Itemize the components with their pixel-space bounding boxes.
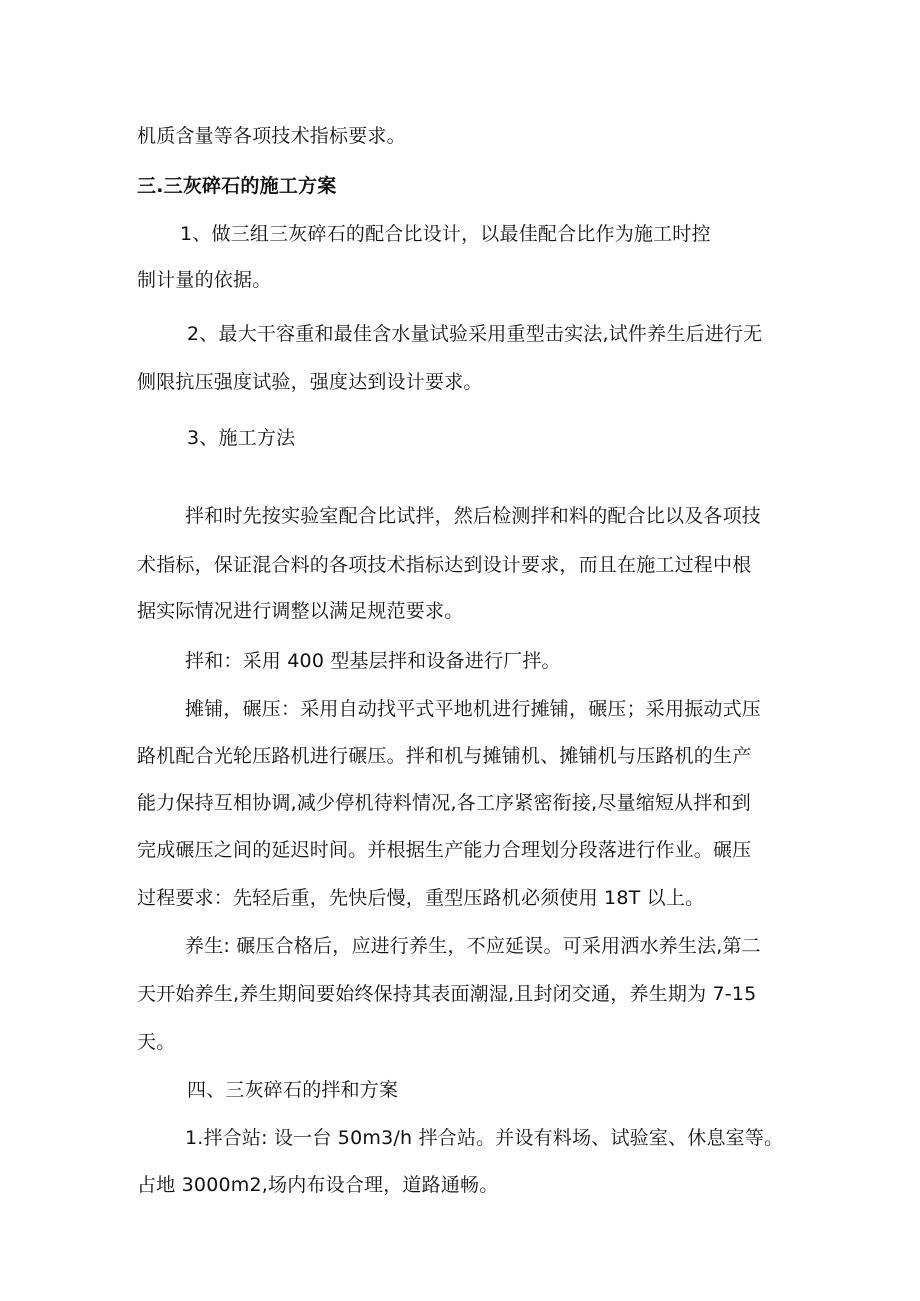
paragraph-line: 制计量的依据。 [137,269,272,291]
paragraph-line: 天开始养生,养生期间要始终保持其表面潮湿,且封闭交通，养生期为 7-15 [137,983,757,1005]
subsection-heading: 3、施工方法 [187,427,296,449]
paragraph-line: 拌和：采用 400 型基层拌和设备进行厂拌。 [185,650,561,672]
paragraph-line: 侧限抗压强度试验，强度达到设计要求。 [137,371,483,393]
paragraph-line: 摊铺，碾压：采用自动找平式平地机进行摊铺，碾压；采用振动式压 [185,698,762,720]
paragraph-line: 能力保持互相协调,减少停机待料情况,各工序紧密衔接,尽量缩短从拌和到 [137,792,751,814]
section-heading: 三.三灰碎石的施工方案 [137,175,337,197]
paragraph-line: 路机配合光轮压路机进行碾压。拌和机与摊铺机、摊铺机与压路机的生产 [137,745,752,767]
paragraph-line: 1、做三组三灰碎石的配合比设计，以最佳配合比作为施工时控 [180,223,711,245]
paragraph-line: 拌和时先按实验室配合比试拌，然后检测拌和料的配合比以及各项技 [185,505,762,527]
paragraph-line: 2、最大干容重和最佳含水量试验采用重型击实法,试件养生后进行无 [187,323,763,345]
section-heading: 四、三灰碎石的拌和方案 [187,1079,399,1101]
paragraph-line: 过程要求：先轻后重，先快后慢，重型压路机必须使用 18T 以上。 [137,887,705,909]
paragraph-line: 机质含量等各项技术指标要求。 [137,125,406,147]
paragraph-line: 1.拌合站: 设一台 50m3/h 拌合站。并设有料场、试验室、休息室等。 [185,1127,784,1149]
paragraph-line: 完成碾压之间的延迟时间。并根据生产能力合理划分段落进行作业。碾压 [137,839,752,861]
paragraph-line: 占地 3000m2,场内布设合理，道路通畅。 [137,1174,499,1196]
paragraph-line: 养生: 碾压合格后，应进行养生，不应延误。可采用洒水养生法,第二 [185,935,761,957]
paragraph-line: 天。 [137,1031,176,1053]
paragraph-line: 术指标，保证混合料的各项技术指标达到设计要求，而且在施工过程中根 [137,554,752,576]
paragraph-line: 据实际情况进行调整以满足规范要求。 [137,600,464,622]
